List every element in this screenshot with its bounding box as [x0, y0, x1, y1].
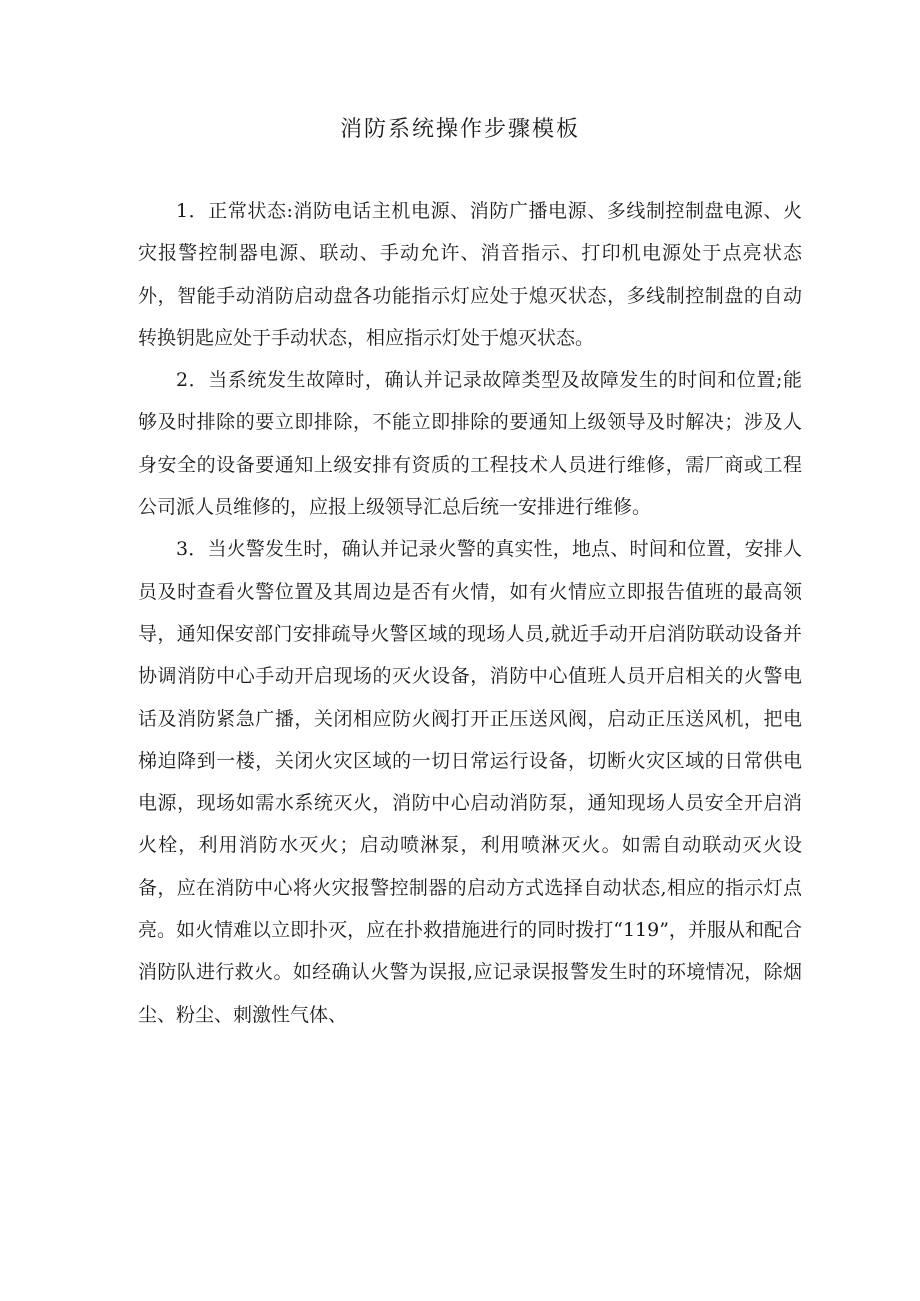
paragraph-system-fault: 2．当系统发生故障时，确认并记录故障类型及故障发生的时间和位置;能够及时排除的要立即排除，不能立即排除的要通知上级领导及时解决；涉及人身安全的设备要通知上级安排有资质的工程技术人员进行维修，需厂商或工程公司派人员维修的，应报上级领导汇总后统一安排进行维修。	[138, 369, 802, 519]
paragraph-normal-state: 1．正常状态:消防电话主机电源、消防广播电源、多线制控制盘电源、火灾报警控制器电源、联动、手动允许、消音指示、打印机电源处于点亮状态外，智能手动消防启动盘各功能指示灯应处于熄灭状态，多线制控制盘的自动转换钥匙应处于手动状态，相应指示灯处于熄灭状态。	[138, 200, 802, 349]
document-title: 消防系统操作步骤模板	[339, 117, 580, 142]
paragraph-fire-alarm: 3．当火警发生时，确认并记录火警的真实性，地点、时间和位置，安排人员及时查看火警位置及其周边是否有火情，如有火情应立即报告值班的最高领导，通知保安部门安排疏导火警区域的现场人员,就近手动开启消防联动设备并协调消防中心手动开启现场的灭火设备，消防中心值班人员开启相关的火警电话及消防紧急广播，关闭相应防火阀打开正压送风阀，启动正压送风机，把电梯迫降到一楼，关闭火灾区域的一切日常运行设备，切断火灾区域的日常供电电源，现场如需水系统灭火，消防中心启动消防泵，通知现场人员安全开启消火栓，利用消防水灭火；启动喷淋泵，利用喷淋灭火。如需自动联动灭火设备，应在消防中心将火灾报警控制器的启动方式选择自动状态,相应的指示灯点亮。如火情难以立即扑灭，应在扑救措施进行的同时拨打“119”，并服从和配合消防队进行救火。如经确认火警为误报,应记录误报警发生时的环境情况，除烟尘、粉尘、刺激性气体、	[138, 538, 802, 1026]
document-body	[138, 190, 802, 1036]
